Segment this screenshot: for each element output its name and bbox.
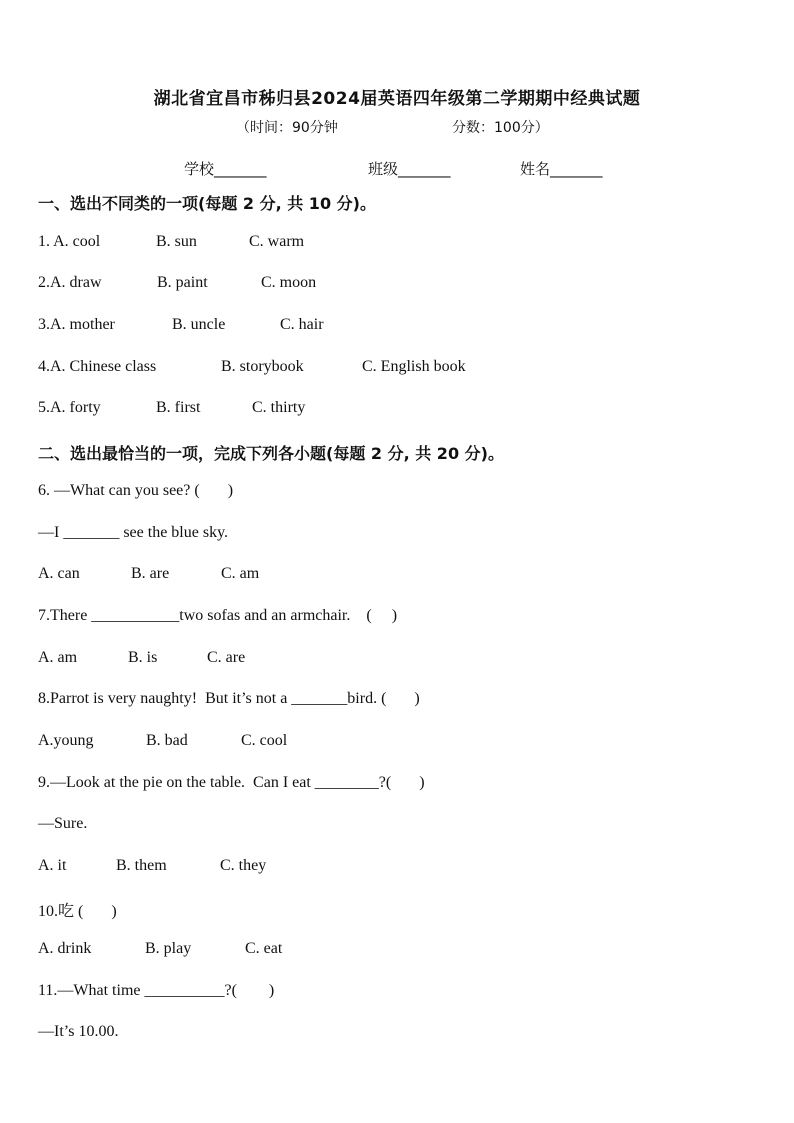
q1-option-a: 1. A. cool [38,233,101,250]
q7-stem: 7.There ___________two sofas and an armchair. ( ) [38,607,398,624]
q9-stem: 9.—Look at the pie on the table. Can I eat ________?( ) [38,774,425,791]
q7-option-c: C. are [207,649,246,666]
q11-reply: —It’s 10.00. [38,1023,119,1040]
page-title: 湖北省宜昌市秭归县2024届英语四年级第二学期期中经典试题 [153,89,641,109]
q2-option-b: B. paint [157,274,208,291]
q3-option-a: 3.A. mother [38,316,115,333]
q4-option-a: 4.A. Chinese class [38,358,157,375]
q6-option-a: A. can [38,565,80,582]
q9-option-b: B. them [116,857,167,874]
q1-option-c: C. warm [249,233,305,250]
q10-stem: 10.吃 ( ) [38,903,117,920]
time-info: （时间：90分钟 [236,120,338,136]
section1-heading: 一、选出不同类的一项(每题 2 分, 共 10 分)。 [38,194,376,213]
q9-option-c: C. they [220,857,267,874]
q8-option-b: B. bad [146,732,188,749]
q10-option-c: C. eat [245,940,283,957]
q2-option-a: 2.A. draw [38,274,102,291]
q11-stem: 11.—What time __________?( ) [38,982,275,999]
q6-reply: —I _______ see the blue sky. [38,524,229,541]
section2-heading: 二、选出最恰当的一项，完成下列各小题(每题 2 分, 共 20 分)。 [38,444,504,463]
q7-option-b: B. is [128,649,158,666]
q4-option-c: C. English book [362,358,466,375]
q5-option-b: B. first [156,399,201,416]
q9-option-a: A. it [38,857,67,874]
q8-option-a: A.young [38,732,94,749]
q7-option-a: A. am [38,649,78,666]
q5-option-c: C. thirty [252,399,306,416]
q8-option-c: C. cool [241,732,288,749]
name-field[interactable]: 姓名_______ [520,160,603,178]
q6-stem: 6. —What can you see? ( ) [38,482,234,499]
q6-option-b: B. are [131,565,170,582]
q3-option-b: B. uncle [172,316,226,333]
q4-option-b: B. storybook [221,358,304,375]
q10-option-b: B. play [145,940,192,957]
score-info: 分数：100分） [452,120,549,136]
q8-stem: 8.Parrot is very naughty! But it’s not a _______bird. ( ) [38,690,420,707]
q9-reply: —Sure. [38,815,88,832]
q3-option-c: C. hair [280,316,324,333]
q10-option-a: A. drink [38,940,92,957]
q5-option-a: 5.A. forty [38,399,101,416]
school-field[interactable]: 学校_______ [184,160,267,178]
class-field[interactable]: 班级_______ [368,160,451,178]
q6-option-c: C. am [221,565,260,582]
q2-option-c: C. moon [261,274,317,291]
q1-option-b: B. sun [156,233,197,250]
